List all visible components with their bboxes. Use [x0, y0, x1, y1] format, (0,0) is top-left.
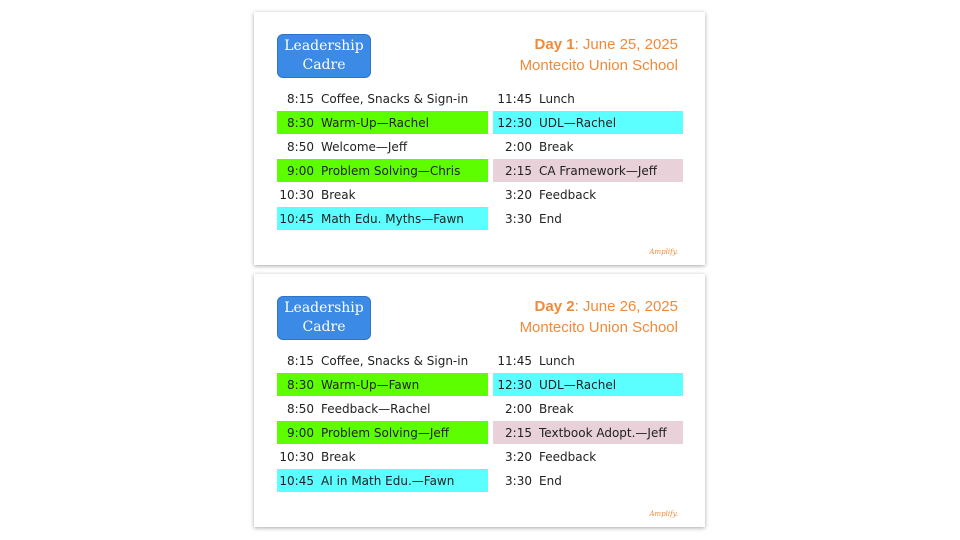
row-time: 8:30: [287, 377, 314, 392]
row-time: 11:45: [497, 91, 532, 106]
row-time: 3:30: [505, 473, 532, 488]
day-label: Day 2: [534, 298, 575, 315]
schedule-row: [493, 87, 683, 110]
logo-line1: Leadership: [284, 38, 364, 54]
row-time: 8:15: [287, 353, 314, 368]
row-time: 10:45: [279, 211, 314, 226]
schedule-row: [277, 159, 488, 182]
schedule-row: [277, 445, 488, 468]
schedule-row: [277, 349, 488, 372]
schedule-row: [277, 87, 488, 110]
leadership-cadre-logo: [277, 296, 371, 340]
row-activity: AI in Math Edu.—Fawn: [321, 473, 455, 488]
row-activity: Textbook Adopt.—Jeff: [539, 425, 667, 440]
schedule-card-day1: [254, 12, 705, 265]
amplify-logo: Amplify.: [649, 510, 678, 518]
row-activity: End: [539, 211, 562, 226]
schedule-card-day2: [254, 274, 705, 527]
amplify-logo: Amplify.: [649, 248, 678, 256]
row-activity: Warm-Up—Rachel: [321, 115, 429, 130]
school-name: Montecito Union School: [519, 319, 678, 336]
row-time: 10:45: [279, 473, 314, 488]
row-activity: Feedback—Rachel: [321, 401, 431, 416]
logo-line1: Leadership: [284, 300, 364, 316]
row-activity: Break: [321, 187, 356, 202]
row-time: 8:30: [287, 115, 314, 130]
schedule-row: [493, 159, 683, 182]
schedule-row: [493, 135, 683, 158]
row-time: 3:20: [505, 449, 532, 464]
schedule-row: [493, 373, 683, 396]
schedule-row: [277, 111, 488, 134]
schedule-row: [493, 469, 683, 492]
schedule-row: [493, 111, 683, 134]
row-time: 9:00: [287, 163, 314, 178]
row-activity: Coffee, Snacks & Sign-in: [321, 353, 469, 368]
day-heading: [520, 296, 678, 338]
row-time: 10:30: [279, 449, 314, 464]
schedule-row: [493, 421, 683, 444]
schedule-row: [277, 397, 488, 420]
row-time: 2:15: [505, 425, 532, 440]
day-label: Day 1: [534, 36, 575, 53]
row-activity: Problem Solving—Jeff: [321, 425, 450, 440]
row-activity: Feedback: [539, 187, 597, 202]
row-activity: UDL—Rachel: [539, 115, 617, 130]
row-activity: Welcome—Jeff: [321, 139, 408, 154]
row-time: 8:15: [287, 91, 314, 106]
row-time: 2:00: [505, 401, 532, 416]
row-time: 11:45: [497, 353, 532, 368]
row-activity: Lunch: [539, 91, 575, 106]
row-activity: Break: [321, 449, 356, 464]
row-time: 3:20: [505, 187, 532, 202]
logo-line2: Cadre: [302, 57, 346, 73]
row-time: 2:15: [505, 163, 532, 178]
leadership-cadre-logo: [277, 34, 371, 78]
schedule-row: [493, 397, 683, 420]
row-time: 2:00: [505, 139, 532, 154]
schedule-row: [493, 349, 683, 372]
schedule-row: [277, 469, 488, 492]
row-activity: Lunch: [539, 353, 575, 368]
schedule-row: [277, 183, 488, 206]
row-activity: Break: [539, 401, 574, 416]
schedule-row: [493, 183, 683, 206]
row-activity: Warm-Up—Fawn: [321, 377, 420, 392]
row-time: 3:30: [505, 211, 532, 226]
day-heading: [520, 34, 678, 76]
row-time: 8:50: [287, 139, 314, 154]
schedule-row: [277, 207, 488, 230]
row-activity: Math Edu. Myths—Fawn: [321, 211, 464, 226]
logo-line2: Cadre: [302, 319, 346, 335]
row-activity: End: [539, 473, 562, 488]
row-activity: Break: [539, 139, 574, 154]
schedule-row: [277, 373, 488, 396]
row-activity: Feedback: [539, 449, 597, 464]
schedule-row: [493, 207, 683, 230]
row-time: 12:30: [497, 115, 532, 130]
row-activity: CA Framework—Jeff: [539, 163, 658, 178]
day-date: : June 25, 2025: [574, 36, 678, 53]
row-activity: Coffee, Snacks & Sign-in: [321, 91, 469, 106]
schedule-row: [493, 445, 683, 468]
day-date: : June 26, 2025: [574, 298, 678, 315]
school-name: Montecito Union School: [519, 57, 678, 74]
row-time: 12:30: [497, 377, 532, 392]
row-time: 10:30: [279, 187, 314, 202]
row-activity: UDL—Rachel: [539, 377, 617, 392]
schedule-row: [277, 421, 488, 444]
row-time: 9:00: [287, 425, 314, 440]
schedule-row: [277, 135, 488, 158]
row-time: 8:50: [287, 401, 314, 416]
row-activity: Problem Solving—Chris: [321, 163, 461, 178]
